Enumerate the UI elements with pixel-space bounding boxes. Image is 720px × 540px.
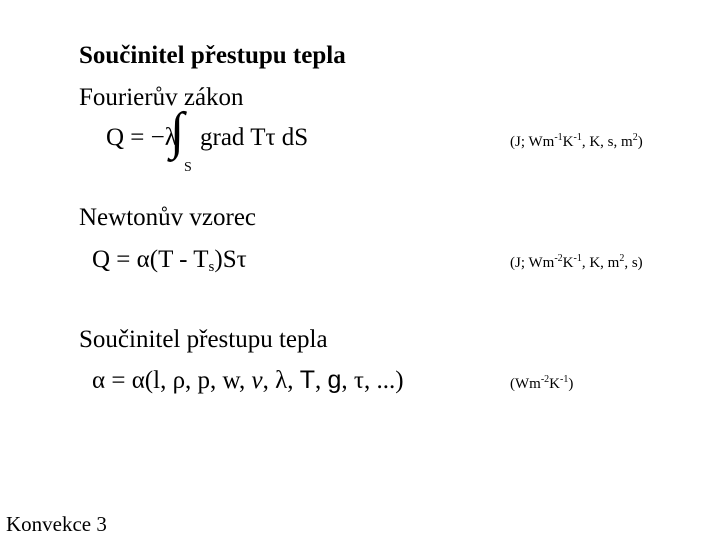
newton-label: Newtonův vzorec [79, 204, 257, 231]
coefficient-formula: α = α(l, ρ, p, w, v, λ, T, g, τ, ...) [92, 366, 404, 394]
newton-units: (J; $Wm^{-2}K^{-1}$, K, $m^2$, s) [510, 253, 643, 271]
fourier-formula-lhs: Q = −λ [106, 124, 177, 151]
coefficient-label: Součinitel přestupu tepla [79, 326, 328, 353]
fourier-units: (J; $Wm^{-1}K^{-1}$, K, s, $m^2$) [510, 132, 643, 150]
slide-footer: Konvekce 3 [6, 512, 107, 536]
integral-sign-icon: ∫ [170, 103, 185, 160]
coefficient-units: $(Wm^{-2}K^{-1})$ [510, 374, 574, 392]
fourier-label: Fourierův zákon [79, 84, 244, 111]
newton-formula: $Q = \alpha(T - T_s)S\tau$ [92, 246, 247, 275]
integral-subscript: S [184, 160, 192, 175]
fourier-formula-integrand: grad Tτ dS [200, 124, 309, 151]
page-title: Součinitel přestupu tepla [79, 42, 346, 69]
